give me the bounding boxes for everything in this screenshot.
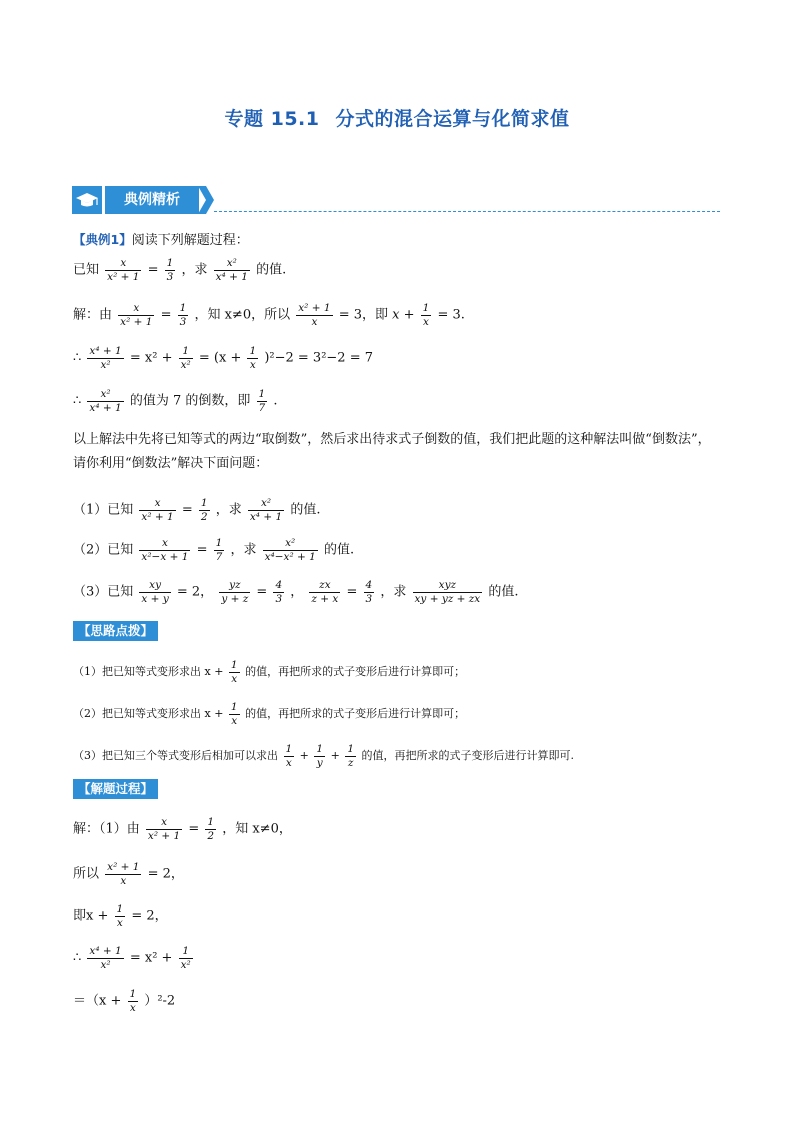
- fraction: [214, 538, 225, 562]
- graduation-cap-icon: [72, 186, 102, 214]
- fraction: [273, 580, 284, 604]
- sol-mid: ，知 x≠0，所以: [194, 307, 291, 323]
- q1-mid: ，求: [215, 502, 242, 518]
- example-solution-line3: [73, 389, 278, 413]
- fraction-numerator: 1: [347, 743, 354, 755]
- chevron-right-icon: [198, 186, 216, 214]
- s5-suffix: ）²-2: [144, 993, 176, 1009]
- fraction: [314, 744, 325, 768]
- fraction-denominator: 3: [275, 592, 283, 605]
- fraction-denominator: 3: [179, 315, 187, 328]
- fraction-numerator: xyz: [438, 579, 457, 591]
- fraction: [128, 989, 139, 1013]
- hint-2: [73, 702, 465, 726]
- fraction-numerator: xy: [149, 579, 162, 591]
- fraction-numerator: x²: [226, 257, 237, 269]
- fraction-denominator: 3: [365, 592, 373, 605]
- h2-prefix: （2）把已知等式变形求出 x +: [73, 707, 224, 720]
- fraction: [118, 303, 154, 327]
- equals: =: [147, 262, 159, 278]
- fraction: [247, 346, 258, 370]
- fraction: [205, 817, 216, 841]
- fraction-denominator: y + z: [221, 592, 249, 605]
- question-3: （3）已知 $\frac{xy}{x + y}$ = 2， $\frac{yz}{y + z}$ = $\frac{4}{3}$ ， $\frac{zx}{z + x}$ = $\frac{4}{3}$ ，求 $\frac{\text{xyz}}{xy + yz + zx}$ 的值.: [73, 579, 519, 605]
- fraction-denominator: x⁴−x² + 1: [264, 550, 316, 563]
- fraction-numerator: 1: [129, 988, 137, 1000]
- process-step-1: 解：（1）由 $\frac{x}{\text{x² + 1}}$ = $\frac{1}{2}$ ，知 x≠0，: [73, 816, 292, 842]
- fraction: [219, 580, 250, 604]
- fraction: [179, 946, 193, 970]
- fraction-numerator: 1: [207, 816, 215, 828]
- fraction-denominator: x⁴ + 1: [215, 270, 248, 283]
- h1-suffix: 的值，再把所求的式子变形后进行计算即可；: [245, 665, 466, 678]
- fraction-denominator: x²: [180, 958, 191, 971]
- fraction: [115, 904, 126, 928]
- banner-label: 典例精析: [105, 186, 199, 214]
- fraction-numerator: x: [161, 537, 168, 549]
- hint-3: （3）把已知三个等式变形后相加可以求出 $\frac{1}{x}$ + $\frac{1}{y}$ + $\frac{1}{z}$ 的值，再把所求的式子变形后进行计算即可.: [73, 743, 574, 769]
- fraction-denominator: x: [115, 916, 126, 929]
- fraction: [87, 946, 123, 970]
- process-step-4: [73, 946, 195, 970]
- s5-prefix: ＝（x +: [73, 993, 122, 1009]
- fraction: [214, 258, 250, 282]
- fraction-numerator: 1: [179, 302, 187, 314]
- fraction: [263, 538, 318, 562]
- fraction-numerator: 1: [200, 497, 208, 509]
- fraction: [87, 346, 123, 370]
- fraction-denominator: x² + 1: [120, 315, 153, 328]
- therefore-symbol: ∴: [73, 350, 82, 366]
- q2-suffix: 的值.: [323, 542, 355, 558]
- fraction: [105, 258, 141, 282]
- given-mid: ，求: [181, 262, 208, 278]
- fraction-denominator: 2: [207, 829, 215, 842]
- fraction-denominator: x: [229, 714, 240, 727]
- fraction-denominator: x: [105, 874, 141, 887]
- section-banner: [72, 186, 212, 214]
- s4-mid: = x² +: [129, 950, 173, 966]
- hint-heading: [73, 621, 158, 641]
- fraction-denominator: x⁴ + 1: [249, 510, 283, 523]
- s1-suffix: ，知 x≠0，: [222, 821, 292, 837]
- fraction-denominator: x: [296, 315, 332, 328]
- h3-prefix: （3）把已知三个等式变形后相加可以求出: [73, 749, 278, 762]
- fraction-numerator: 1: [316, 743, 324, 755]
- fraction-denominator: x² + 1: [141, 510, 174, 523]
- process-tag: 【解题过程】: [73, 779, 158, 799]
- fraction: [364, 580, 375, 604]
- process-step-5: [73, 989, 175, 1013]
- fraction: [309, 580, 340, 604]
- q2-mid: ，求: [230, 542, 257, 558]
- fraction-numerator: 1: [116, 903, 124, 915]
- example-given: [73, 258, 286, 282]
- s1-prefix: 解：（1）由: [73, 821, 140, 837]
- sol-prefix: 解：由: [73, 307, 113, 323]
- fraction: [146, 817, 182, 841]
- fraction-numerator: x⁴ + 1: [89, 345, 122, 357]
- fraction-numerator: x² + 1: [107, 861, 140, 873]
- h2-suffix: 的值，再把所求的式子变形后进行计算即可；: [245, 707, 466, 720]
- fraction-denominator: y: [314, 756, 325, 769]
- fraction-denominator: 2: [200, 510, 208, 523]
- fraction-numerator: 1: [422, 302, 430, 314]
- q3-suffix: 的值.: [488, 584, 519, 600]
- q3-mid2: ，: [290, 584, 304, 600]
- page-title: [0, 104, 794, 131]
- h3-suffix: 的值，再把所求的式子变形后进行计算即可.: [361, 749, 574, 762]
- fraction-numerator: 1: [230, 659, 238, 671]
- hint-tag: 【思路点拨】: [73, 621, 158, 641]
- fraction: [413, 580, 483, 604]
- fraction-numerator: x²: [100, 388, 111, 400]
- h1-prefix: （1）把已知等式变形求出 x +: [73, 665, 224, 678]
- fraction-numerator: x²: [285, 537, 296, 549]
- example-heading: [73, 231, 249, 250]
- fraction-numerator: yz: [229, 579, 241, 591]
- line3-rest: )²−2 = 3²−2 = 7: [264, 350, 373, 366]
- process-step-2: [73, 862, 184, 886]
- s2-suffix: = 2，: [147, 866, 184, 882]
- example-solution-line2: ∴ $\frac{\text{x⁴ + 1}}{\text{x²}}$ = x² + $\frac{1}{\text{x²}}$ = (x + $\frac{1}{x}$ )²−2 = 3²−2 = 7: [73, 345, 373, 371]
- fraction-denominator: x: [247, 358, 258, 371]
- fraction: [87, 389, 123, 413]
- process-step-3: [73, 904, 168, 928]
- fraction-numerator: 1: [285, 743, 293, 755]
- term: x²: [144, 350, 158, 366]
- question-1: （1）已知 $\frac{x}{\text{x² + 1}}$ = $\frac{1}{2}$ ，求 $\frac{\text{x²}}{\text{x⁴ + 1}}$ 的值.: [73, 497, 321, 523]
- fraction-denominator: x: [284, 756, 295, 769]
- fraction: [345, 744, 356, 768]
- fraction-numerator: 1: [166, 257, 174, 269]
- s2-prefix: 所以: [73, 866, 100, 882]
- s3-prefix: 即x +: [73, 908, 109, 924]
- fraction-denominator: x⁴ + 1: [89, 401, 122, 414]
- therefore-symbol: ∴: [73, 393, 82, 409]
- process-heading: [73, 779, 158, 799]
- fraction: [105, 862, 141, 886]
- fraction-denominator: xy + yz + zx: [414, 592, 481, 605]
- fraction-numerator: x² + 1: [298, 302, 331, 314]
- example-solution-line1: 解：由 $\frac{x}{\text{x² + 1}}$ = $\frac{1}{3}$ ，知 x≠0，所以 $\frac{\text{x² + 1}}{x}$ = 3，即 x + $\frac{1}{x}$ = 3.: [73, 302, 465, 328]
- given-suffix: 的值.: [256, 262, 287, 278]
- fraction-numerator: 4: [365, 579, 373, 591]
- var-x: x: [392, 307, 400, 323]
- q3-prefix: （3）已知: [73, 584, 134, 600]
- title-main: 分式的混合运算与化简求值: [335, 108, 570, 130]
- fraction-denominator: 7: [215, 550, 223, 563]
- fraction-denominator: x: [128, 1001, 139, 1014]
- fraction: [229, 660, 240, 684]
- s3-suffix: = 2，: [131, 908, 168, 924]
- fraction-numerator: 1: [215, 537, 223, 549]
- fraction: [421, 303, 432, 327]
- fraction: [139, 498, 175, 522]
- banner-divider: [214, 211, 720, 212]
- q3-mid3: ，求: [380, 584, 407, 600]
- line3: = (x +: [198, 350, 242, 366]
- fraction-numerator: 4: [275, 579, 283, 591]
- sol-eq3: = 3，即: [338, 307, 388, 323]
- fraction-denominator: x + y: [141, 592, 169, 605]
- fraction-numerator: x: [161, 816, 168, 828]
- fraction: [296, 303, 332, 327]
- fraction: [257, 389, 268, 413]
- fraction-denominator: x²−x + 1: [141, 550, 189, 563]
- fraction-numerator: x: [133, 302, 140, 314]
- example-tag: 【典例1】: [73, 232, 132, 247]
- fraction-numerator: 1: [182, 945, 189, 957]
- fraction: [165, 258, 176, 282]
- question-2: （2）已知 $\frac{x}{\text{x²−x + 1}}$ = $\frac{1}{7}$ ，求 $\frac{\text{x²}}{\text{x⁴−x² + 1}}$ 的值.: [73, 537, 355, 563]
- fraction-denominator: 7: [258, 401, 266, 414]
- fraction-numerator: zx: [319, 579, 331, 591]
- fraction-denominator: x²: [180, 358, 191, 371]
- q2-prefix: （2）已知: [73, 542, 134, 558]
- fraction-denominator: x² + 1: [147, 829, 181, 842]
- fraction: [284, 744, 295, 768]
- fraction-denominator: x²: [87, 358, 123, 371]
- fraction-denominator: 3: [166, 270, 174, 283]
- hint-1: [73, 660, 465, 684]
- fraction-denominator: x²: [87, 958, 123, 971]
- fraction: [248, 498, 284, 522]
- fraction-denominator: z: [345, 756, 356, 769]
- fraction-denominator: x: [421, 315, 432, 328]
- example-intro: 阅读下列解题过程：: [131, 233, 249, 248]
- fraction-numerator: x: [120, 257, 127, 269]
- line4-suffix: 的值为 7 的倒数，即: [129, 393, 251, 409]
- fraction: [139, 580, 170, 604]
- s4-prefix: ∴: [73, 950, 82, 966]
- given-prefix: 已知: [73, 262, 100, 278]
- fraction-denominator: x² + 1: [107, 270, 140, 283]
- title-prefix: 专题 15.1: [224, 108, 320, 130]
- fraction-numerator: 1: [182, 345, 190, 357]
- fraction-denominator: x: [229, 672, 240, 685]
- q1-suffix: 的值.: [290, 502, 321, 518]
- fraction-numerator: x⁴ + 1: [89, 945, 122, 957]
- q1-prefix: （1）已知: [73, 502, 134, 518]
- fraction-numerator: 1: [230, 701, 238, 713]
- fraction-numerator: x²: [260, 497, 272, 509]
- fraction: [179, 346, 193, 370]
- fraction-numerator: 1: [258, 388, 266, 400]
- fraction: [199, 498, 210, 522]
- fraction: [139, 538, 190, 562]
- fraction-numerator: x: [154, 497, 161, 509]
- fraction: [178, 303, 189, 327]
- sol-end: = 3.: [437, 307, 465, 323]
- q3-mid1: = 2，: [176, 584, 214, 600]
- fraction: [229, 702, 240, 726]
- line4-end: .: [273, 393, 278, 409]
- equals: =: [160, 307, 172, 323]
- example-paragraph: 以上解法中先将已知等式的两边“取倒数”，然后求出待求式子倒数的值，我们把此题的这种解法叫做“倒数法”，请你利用“倒数法”解决下面问题：: [73, 432, 711, 471]
- fraction-denominator: z + x: [311, 592, 339, 605]
- fraction-numerator: 1: [249, 345, 257, 357]
